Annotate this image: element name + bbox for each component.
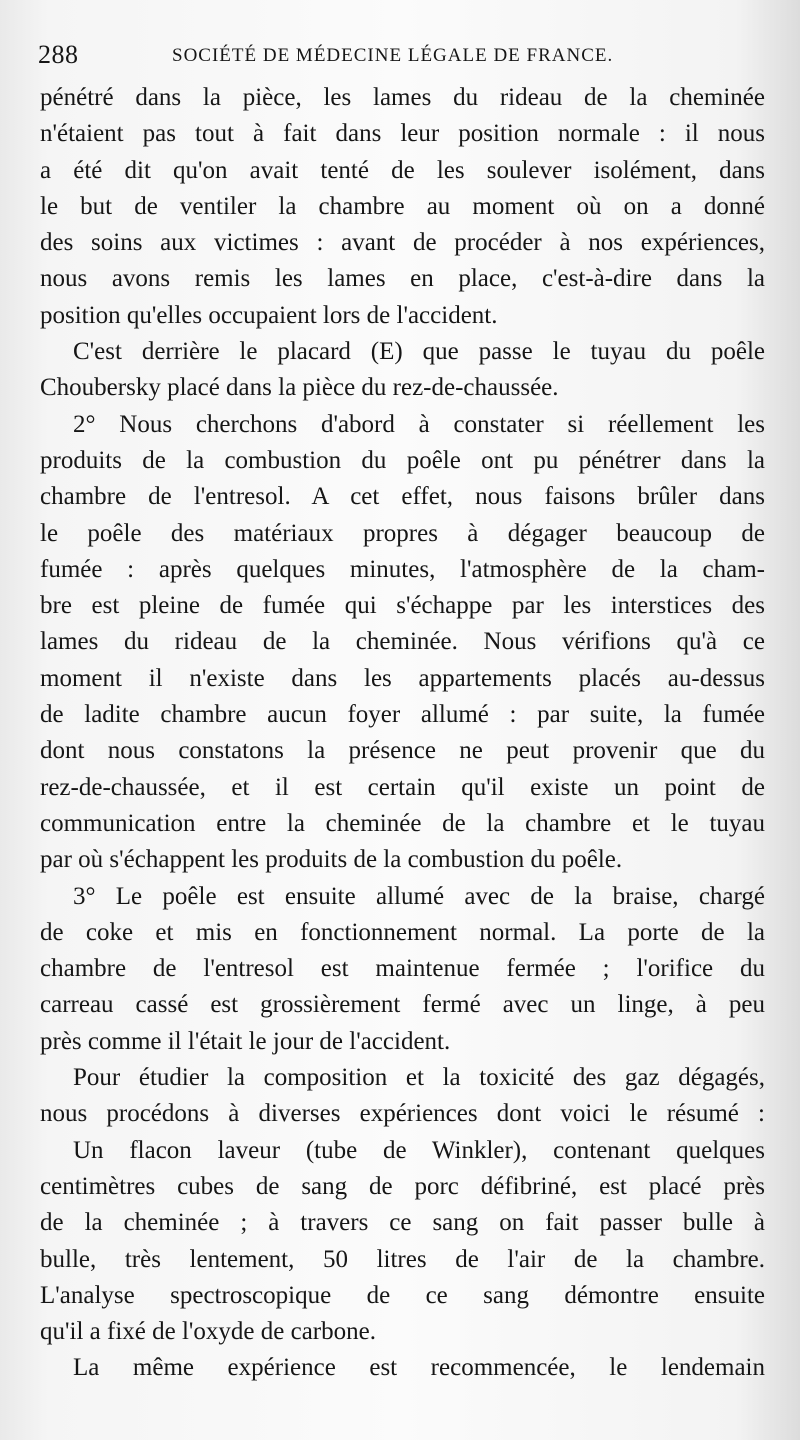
text-line: pénétré dans la pièce, les lames du rideau de la cheminée xyxy=(40,84,765,111)
text-line: dont nous constatons la présence ne peut provenir que du xyxy=(40,737,765,765)
text-line: des soins aux victimes : avant de procéder à nos expériences, xyxy=(40,229,765,257)
text-line: le poêle des matériaux propres à dégager beaucoup de xyxy=(40,519,765,547)
text-line: bre est pleine de fumée qui s'échappe par les interstices des xyxy=(40,592,765,620)
text-line: de ladite chambre aucun foyer allumé : par suite, la fumée xyxy=(40,701,765,729)
text-line: rez-de-chaussée, et il est certain qu'il existe un point de xyxy=(40,773,765,801)
body-text xyxy=(40,80,765,1387)
text-line: par où s'échappent les produits de la combustion du poêle. xyxy=(40,846,623,874)
text-line: communication entre la cheminée de la chambre et le tuyau xyxy=(40,809,765,837)
text-line: lames du rideau de la cheminée. Nous vérifions qu'à ce xyxy=(40,628,765,656)
text-line: a été dit qu'on avait tenté de les soulever isolément, dans xyxy=(40,156,765,184)
text-line: Pour étudier la composition et la toxicité des gaz dégagés, xyxy=(73,1064,765,1092)
text-line: le but de ventiler la chambre au moment où on a donné xyxy=(40,192,765,220)
text-line: L'analyse spectroscopique de ce sang démontre ensuite xyxy=(40,1281,765,1309)
text-line: fumée : après quelques minutes, l'atmosphère de la cham- xyxy=(40,555,765,583)
text-line: 2° Nous cherchons d'abord à constater si réellement les xyxy=(73,410,765,438)
text-line: La même expérience est recommencée, le lendemain xyxy=(73,1354,765,1382)
text-line: de la cheminée ; à travers ce sang on fait passer bulle à xyxy=(40,1209,765,1237)
text-line: qu'il a fixé de l'oxyde de carbone. xyxy=(40,1318,376,1346)
text-line: n'étaient pas tout à fait dans leur position normale : il nous xyxy=(40,120,765,148)
text-line: chambre de l'entresol est maintenue fermée ; l'orifice du xyxy=(40,955,765,983)
running-title: SOCIÉTÉ DE MÉDECINE LÉGALE DE FRANCE. xyxy=(172,45,614,66)
text-line: C'est derrière le placard (E) que passe le tuyau du poêle xyxy=(73,338,765,366)
text-line: Un flacon laveur (tube de Winkler), contenant quelques xyxy=(73,1136,765,1164)
running-head xyxy=(38,40,778,70)
page-number: 288 xyxy=(38,40,79,69)
text-line: nous procédons à diverses expériences dont voici le résumé : xyxy=(40,1100,765,1128)
text-line: produits de la combustion du poêle ont pu pénétrer dans la xyxy=(40,446,765,474)
text-line: 3° Le poêle est ensuite allumé avec de la braise, chargé xyxy=(73,882,765,910)
text-line: moment il n'existe dans les appartements placés au-dessus xyxy=(40,664,765,692)
text-line: nous avons remis les lames en place, c'est-à-dire dans la xyxy=(40,265,765,293)
text-line: carreau cassé est grossièrement fermé avec un linge, à peu xyxy=(40,991,765,1019)
text-line: Choubersky placé dans la pièce du rez-de-chaussée. xyxy=(40,374,559,402)
text-line: bulle, très lentement, 50 litres de l'air de la chambre. xyxy=(40,1245,765,1273)
text-line: chambre de l'entresol. A cet effet, nous faisons brûler dans xyxy=(40,483,765,511)
text-line: centimètres cubes de sang de porc défibriné, est placé près xyxy=(40,1172,765,1200)
text-line: de coke et mis en fonctionnement normal. La porte de la xyxy=(40,918,765,946)
text-line: près comme il l'était le jour de l'accident. xyxy=(40,1027,451,1055)
text-line: position qu'elles occupaient lors de l'accident. xyxy=(40,301,498,329)
